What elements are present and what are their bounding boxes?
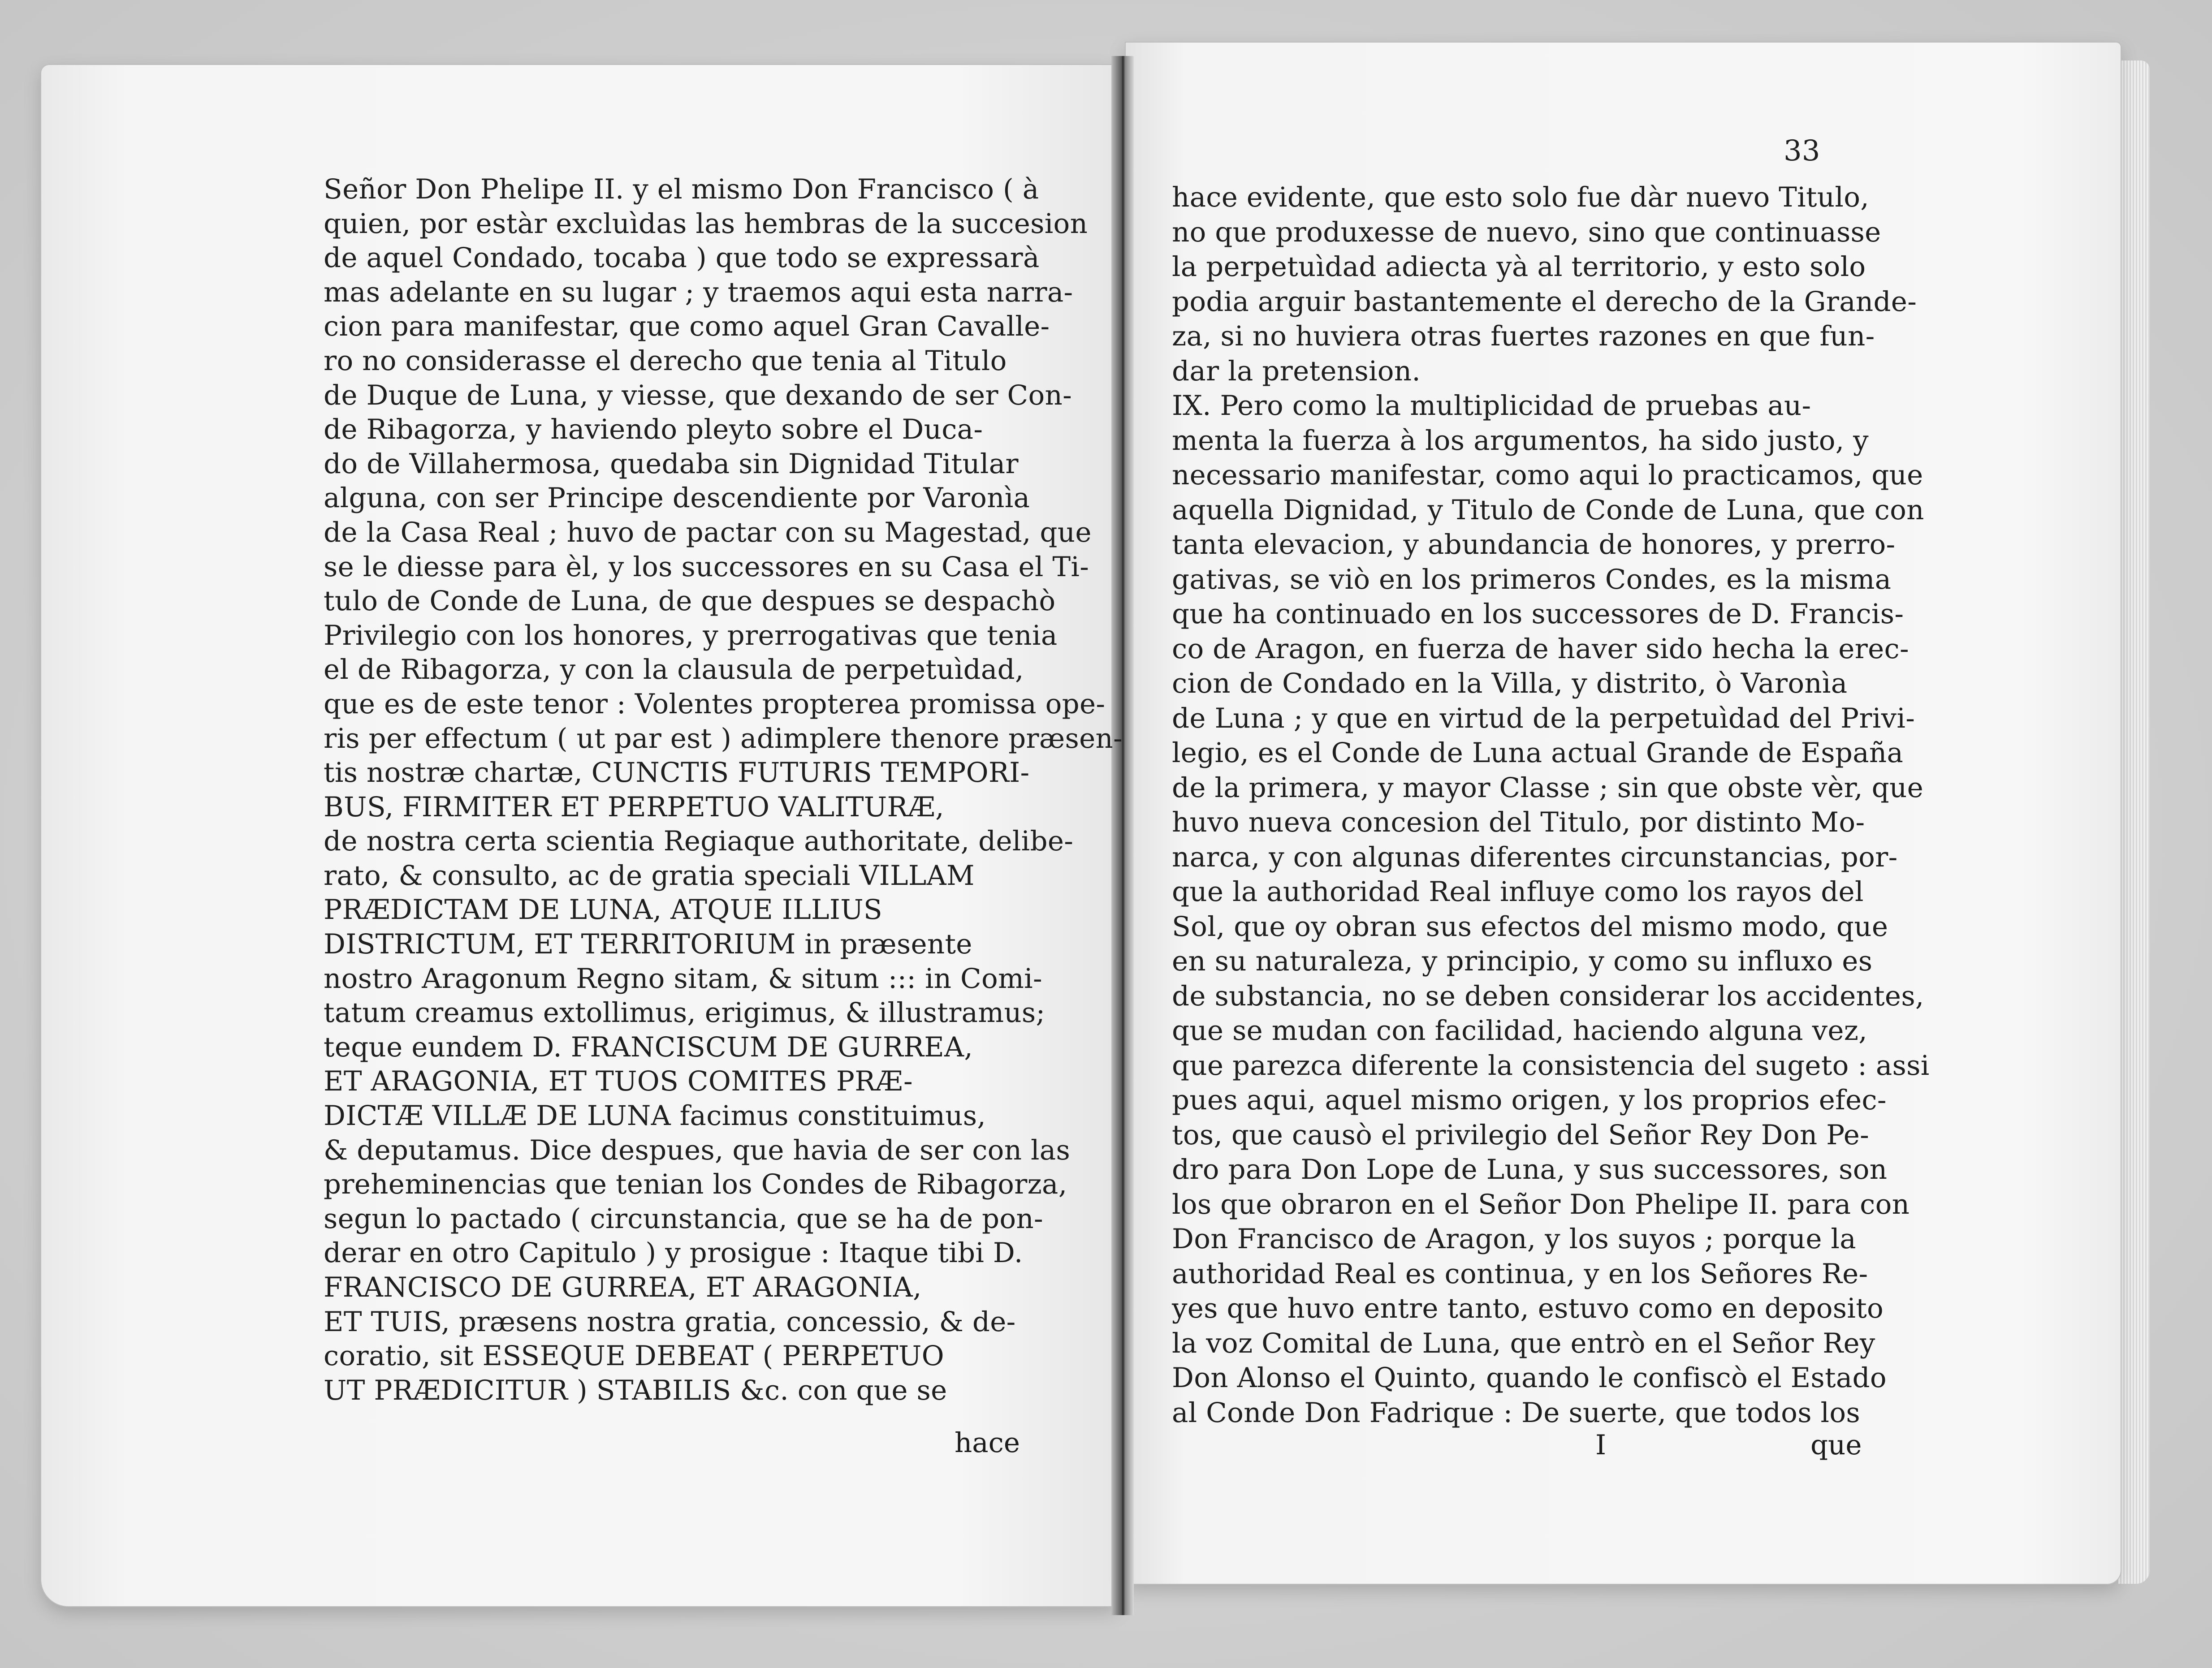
text-line: mas adelante en su lugar ; y traemos aqui esta narra- [324, 276, 1073, 308]
text-line: que es de este tenor : Volentes propterea promissa ope- [324, 688, 1106, 720]
text-line: alguna, con ser Principe descendiente por Varonìa [324, 482, 1030, 514]
text-line: FRANCISCO DE GURREA, ET ARAGONIA, [324, 1271, 922, 1303]
page-number: 33 [1784, 134, 1820, 168]
text-line: pues aqui, aquel mismo origen, y los proprios efec- [1172, 1084, 1887, 1116]
text-line: de aquel Condado, tocaba ) que todo se expressarà [324, 242, 1040, 274]
text-line: legio, es el Conde de Luna actual Grande de España [1172, 737, 1904, 769]
text-line: ris per effectum ( ut par est ) adimplere thenore præsen- [324, 722, 1123, 754]
text-line: authoridad Real es continua, y en los Señores Re- [1172, 1258, 1868, 1290]
text-line: derar en otro Capitulo ) y prosigue : Itaque tibi D. [324, 1237, 1023, 1269]
text-line: tatum creamus extollimus, erigimus, & illustramus; [324, 997, 1046, 1029]
text-line: Privilegio con los honores, y prerrogativas que tenia [324, 619, 1058, 651]
text-line: UT PRÆDICITUR ) STABILIS &c. con que se [324, 1374, 947, 1406]
text-line: nostro Aragonum Regno sitam, & situm ::: in Comi- [324, 962, 1042, 995]
text-line: DICTÆ VILLÆ DE LUNA facimus constituimus, [324, 1100, 986, 1132]
text-line: que se mudan con facilidad, haciendo alguna vez, [1172, 1015, 1867, 1047]
text-line: de Luna ; y que en virtud de la perpetuìdad del Privi- [1172, 702, 1915, 734]
left-catchword: hace [955, 1427, 1020, 1459]
text-line: hace evidente, que esto solo fue dàr nuevo Titulo, [1172, 181, 1869, 213]
text-line: al Conde Don Fadrique : De suerte, que todos los [1172, 1396, 1860, 1429]
text-line: de substancia, no se deben considerar los accidentes, [1172, 980, 1924, 1012]
text-line: za, si no huviera otras fuertes razones en que fun- [1172, 320, 1875, 352]
text-line: tis nostræ chartæ, CUNCTIS FUTURIS TEMPORI- [324, 757, 1030, 789]
right-page-edges [2118, 60, 2150, 1584]
text-line: aquella Dignidad, y Titulo de Conde de Luna, que con [1172, 494, 1924, 526]
text-line: de Duque de Luna, y viesse, que dexando de ser Con- [324, 379, 1072, 411]
text-line: PRÆDICTAM DE LUNA, ATQUE ILLIUS [324, 894, 883, 926]
text-line: el de Ribagorza, y con la clausula de perpetuìdad, [324, 654, 1024, 686]
text-line: podia arguir bastantemente el derecho de la Grande- [1172, 285, 1917, 318]
text-line: narca, y con algunas diferentes circunstancias, por- [1172, 841, 1898, 873]
text-line: Sol, que oy obran sus efectos del mismo modo, que [1172, 910, 1888, 943]
text-line: & deputamus. Dice despues, que havia de ser con las [324, 1134, 1071, 1166]
text-line: yes que huvo entre tanto, estuvo como en deposito [1172, 1293, 1884, 1324]
text-line: que la authoridad Real influye como los rayos del [1172, 876, 1864, 908]
right-catchword: que [1810, 1429, 1862, 1461]
text-line: se le diesse para èl, y los successores en su Casa el Ti- [324, 551, 1089, 583]
text-line: co de Aragon, en fuerza de haver sido hecha la erec- [1172, 633, 1909, 665]
text-line: Señor Don Phelipe II. y el mismo Don Francisco ( à [324, 173, 1039, 205]
right-page-text [1172, 180, 1930, 1430]
text-line: de Ribagorza, y haviendo pleyto sobre el Duca- [324, 414, 983, 446]
text-line: la voz Comital de Luna, que entrò en el Señor Rey [1172, 1327, 1875, 1359]
text-line: rato, & consulto, ac de gratia speciali VILLAM [324, 859, 975, 892]
text-line: quien, por estàr excluìdas las hembras de la succesion [324, 207, 1088, 240]
text-line: ET TUIS, præsens nostra gratia, concessio, & de- [324, 1306, 1016, 1338]
text-line: huvo nueva concesion del Titulo, por distinto Mo- [1172, 806, 1865, 838]
text-line: que parezca diferente la consistencia del sugeto : assi [1172, 1049, 1930, 1082]
text-line: BUS, FIRMITER ET PERPETUO VALITURÆ, [324, 791, 944, 823]
text-line: DISTRICTUM, ET TERRITORIUM in præsente [324, 928, 972, 961]
text-line: teque eundem D. FRANCISCUM DE GURREA, [324, 1031, 973, 1063]
text-line: dar la pretension. [1172, 355, 1421, 387]
text-line: que ha continuado en los successores de D. Francis- [1172, 598, 1904, 630]
text-line: tulo de Conde de Luna, de que despues se despachò [324, 585, 1056, 617]
text-line: dro para Don Lope de Luna, y sus successores, son [1172, 1154, 1888, 1185]
text-line: coratio, sit ESSEQUE DEBEAT ( PERPETUO [324, 1340, 944, 1372]
text-line: cion de Condado en la Villa, y distrito, ò Varonìa [1172, 668, 1848, 699]
text-line: do de Villahermosa, quedaba sin Dignidad Titular [324, 448, 1019, 480]
text-line: tanta elevacion, y abundancia de honores, y prerro- [1172, 529, 1896, 560]
text-line: la perpetuìdad adiecta yà al territorio, y esto solo [1172, 251, 1866, 283]
text-line: ET ARAGONIA, ET TUOS COMITES PRÆ- [324, 1065, 913, 1098]
text-line: Don Alonso el Quinto, quando le confiscò el Estado [1172, 1362, 1887, 1394]
text-line: segun lo pactado ( circunstancia, que se ha de pon- [324, 1203, 1043, 1235]
text-line: ro no considerasse el derecho que tenia al Titulo [324, 345, 1007, 377]
text-line: en su naturaleza, y principio, y como su influxo es [1172, 945, 1873, 977]
text-line: de la primera, y mayor Classe ; sin que obste vèr, que [1172, 772, 1923, 804]
text-line: Don Francisco de Aragon, y los suyos ; porque la [1172, 1223, 1856, 1255]
text-line: no que produxesse de nuevo, sino que continuasse [1172, 216, 1881, 248]
text-line: de nostra certa scientia Regiaque authoritate, delibe- [324, 825, 1074, 858]
text-line: de la Casa Real ; huvo de pactar con su Magestad, que [324, 516, 1092, 548]
left-page-text [324, 172, 1123, 1408]
text-line: menta la fuerza à los argumentos, ha sido justo, y [1172, 424, 1869, 457]
text-line: preheminencias que tenian los Condes de Ribagorza, [324, 1168, 1067, 1201]
text-line: tos, que causò el privilegio del Señor Rey Don Pe- [1172, 1119, 1870, 1151]
text-line: cion para manifestar, que como aquel Gran Cavalle- [324, 310, 1050, 343]
text-line: necessario manifestar, como aqui lo practicamos, que [1172, 459, 1923, 491]
text-line: IX. Pero como la multiplicidad de pruebas au- [1172, 390, 1811, 422]
signature-mark: I [1595, 1429, 1607, 1461]
text-line: los que obraron en el Señor Don Phelipe II. para con [1172, 1188, 1910, 1220]
text-line: gativas, se viò en los primeros Condes, es la misma [1172, 563, 1892, 595]
